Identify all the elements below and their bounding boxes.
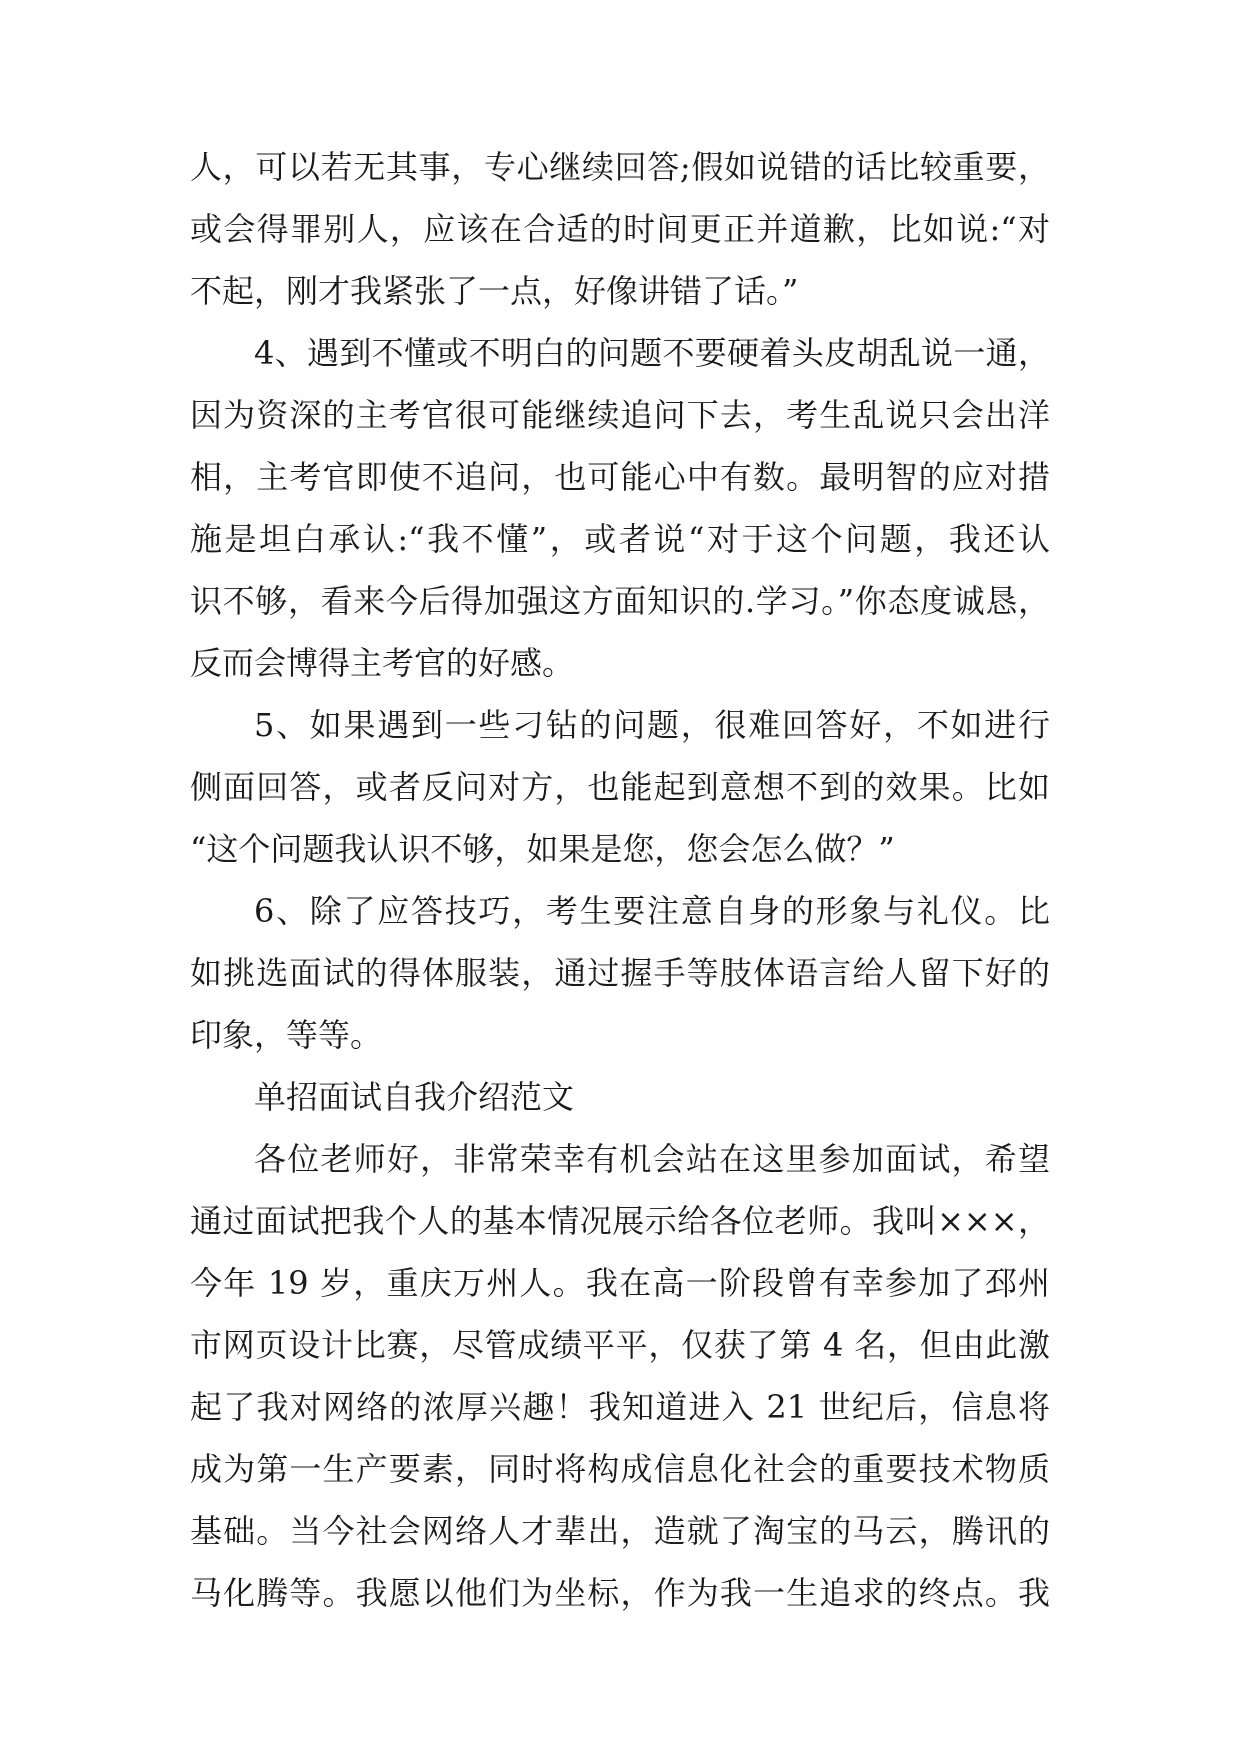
text-line-15: 印象，等等。 — [190, 1016, 383, 1054]
text-line-23: 基础。当今社会网络人才辈出，造就了淘宝的马云，腾讯的 — [190, 1512, 1050, 1550]
text-line-3: 不起，刚才我紧张了一点，好像讲错了话。” — [190, 272, 799, 310]
text-line-22: 成为第一生产要素，同时将构成信息化社会的重要技术物质 — [190, 1450, 1050, 1488]
text-line-12: “这个问题我认识不够，如果是您，您会怎么做？” — [190, 830, 895, 868]
text-line-14: 如挑选面试的得体服装，通过握手等肢体语言给人留下好的 — [190, 954, 1050, 992]
text-line-8: 识不够，看来今后得加强这方面知识的.学习。”你态度诚恳， — [190, 582, 1050, 620]
text-line-2: 或会得罪别人，应该在合适的时间更正并道歉，比如说:“对 — [190, 210, 1050, 248]
text-line-18: 通过面试把我个人的基本情况展示给各位老师。我叫×××， — [190, 1202, 1050, 1240]
text-line-4: 4、遇到不懂或不明白的问题不要硬着头皮胡乱说一通， — [254, 334, 1050, 372]
text-line-20: 市网页设计比赛，尽管成绩平平，仅获了第 4 名，但由此激 — [190, 1326, 1050, 1364]
text-line-19: 今年 19 岁，重庆万州人。我在高一阶段曾有幸参加了邳州 — [190, 1264, 1050, 1302]
text-line-24: 马化腾等。我愿以他们为坐标，作为我一生追求的终点。我 — [190, 1574, 1050, 1612]
text-line-1: 人，可以若无其事，专心继续回答;假如说错的话比较重要， — [190, 148, 1050, 186]
text-line-13: 6、除了应答技巧，考生要注意自身的形象与礼仪。比 — [254, 892, 1050, 930]
text-line-7: 施是坦白承认:“我不懂”，或者说“对于这个问题，我还认 — [190, 520, 1050, 558]
text-line-5: 因为资深的主考官很可能继续追问下去，考生乱说只会出洋 — [190, 396, 1050, 434]
text-line-9: 反而会博得主考官的好感。 — [190, 644, 575, 682]
text-line-6: 相，主考官即使不追问，也可能心中有数。最明智的应对措 — [190, 458, 1050, 496]
section-heading: 单招面试自我介绍范文 — [254, 1078, 575, 1116]
text-line-21: 起了我对网络的浓厚兴趣！我知道进入 21 世纪后，信息将 — [190, 1388, 1050, 1426]
text-line-11: 侧面回答，或者反问对方，也能起到意想不到的效果。比如 — [190, 768, 1050, 806]
text-line-17: 各位老师好，非常荣幸有机会站在这里参加面试，希望 — [254, 1140, 1050, 1178]
text-line-10: 5、如果遇到一些刁钻的问题，很难回答好，不如进行 — [254, 706, 1050, 744]
